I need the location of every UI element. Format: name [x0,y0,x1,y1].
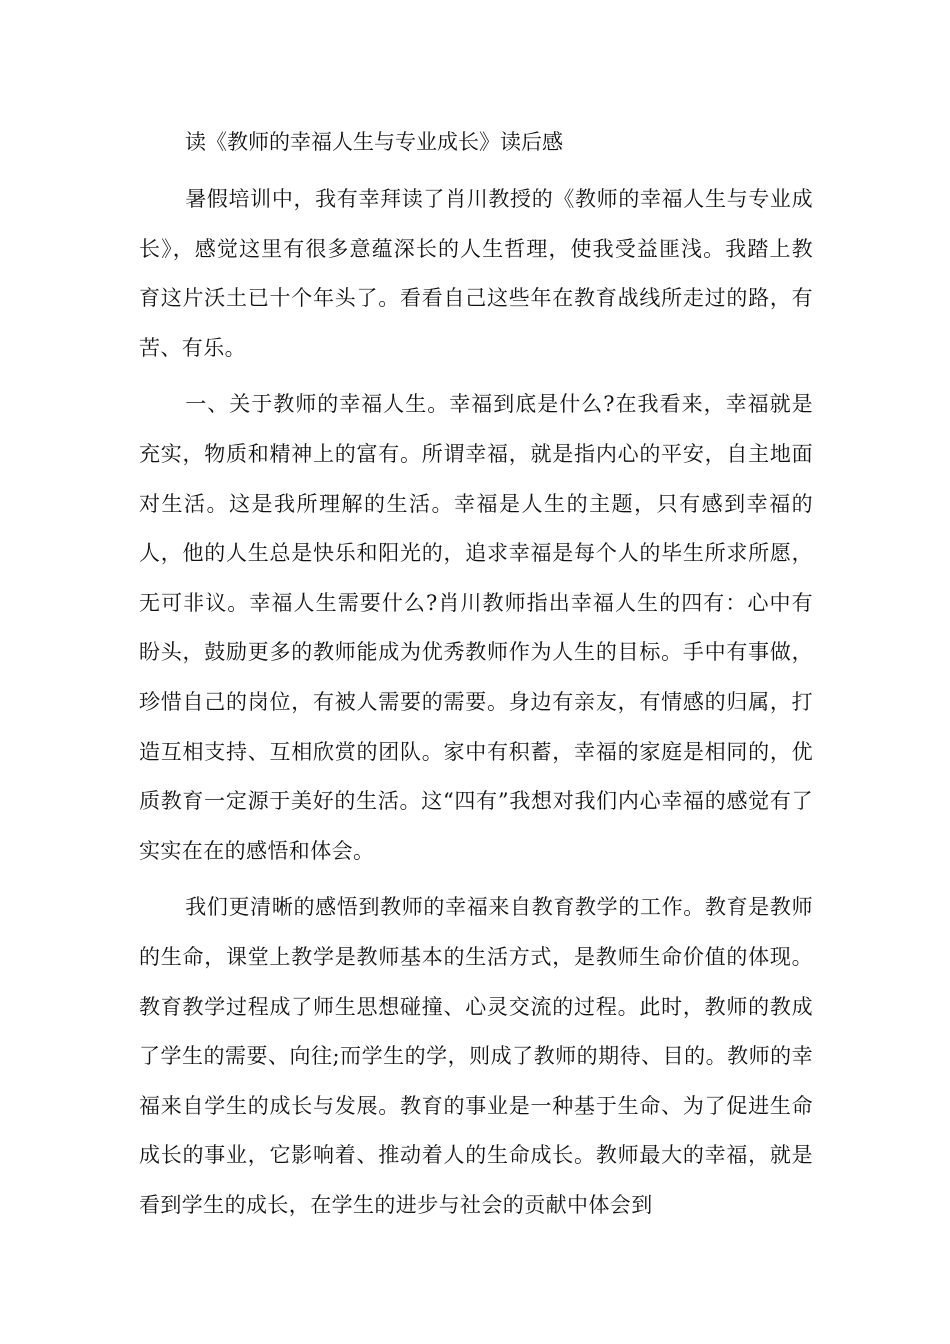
paragraph-happy-life: 一、关于教师的幸福人生。幸福到底是什么?在我看来，幸福就是充实，物质和精神上的富有。所谓幸福，就是指内心的平安，自主地面对生活。这是我所理解的生活。幸福是人生的主题，只有感到幸福的人，他的人生总是快乐和阳光的，追求幸福是每个人的毕生所求所愿，无可非议。幸福人生需要什么?肖川教师指出幸福人生的四有：心中有盼头，鼓励更多的教师能成为优秀教师作为人生的目标。手中有事做，珍惜自己的岗位，有被人需要的需要。身边有亲友，有情感的归属，打造互相支持、互相欣赏的团队。家中有积蓄，幸福的家庭是相同的，优质教育一定源于美好的生活。这“四有”我想对我们内心幸福的感觉有了实实在在的感悟和体会。 [139,392,813,863]
document-title: 读《教师的幸福人生与专业成长》读后感 [185,130,563,154]
paragraph-teaching-work: 我们更清晰的感悟到教师的幸福来自教育教学的工作。教育是教师的生命，课堂上教学是教师基本的生活方式，是教师生命价值的体现。教育教学过程成了师生思想碰撞、心灵交流的过程。此时，教师的教成了学生的需要、向往;而学生的学，则成了教师的期待、目的。教师的幸福来自学生的成长与发展。教育的事业是一种基于生命、为了促进生命成长的事业，它影响着、推动着人的生命成长。教师最大的幸福，就是看到学生的成长，在学生的进步与社会的贡献中体会到 [139,895,813,1217]
paragraph-intro: 暑假培训中，我有幸拜读了肖川教授的《教师的幸福人生与专业成长》，感觉这里有很多意蕴深长的人生哲理，使我受益匪浅。我踏上教育这片沃土已十个年头了。看看自己这些年在教育战线所走过的路，有苦、有乐。 [139,187,813,360]
document-page [139,118,813,1230]
